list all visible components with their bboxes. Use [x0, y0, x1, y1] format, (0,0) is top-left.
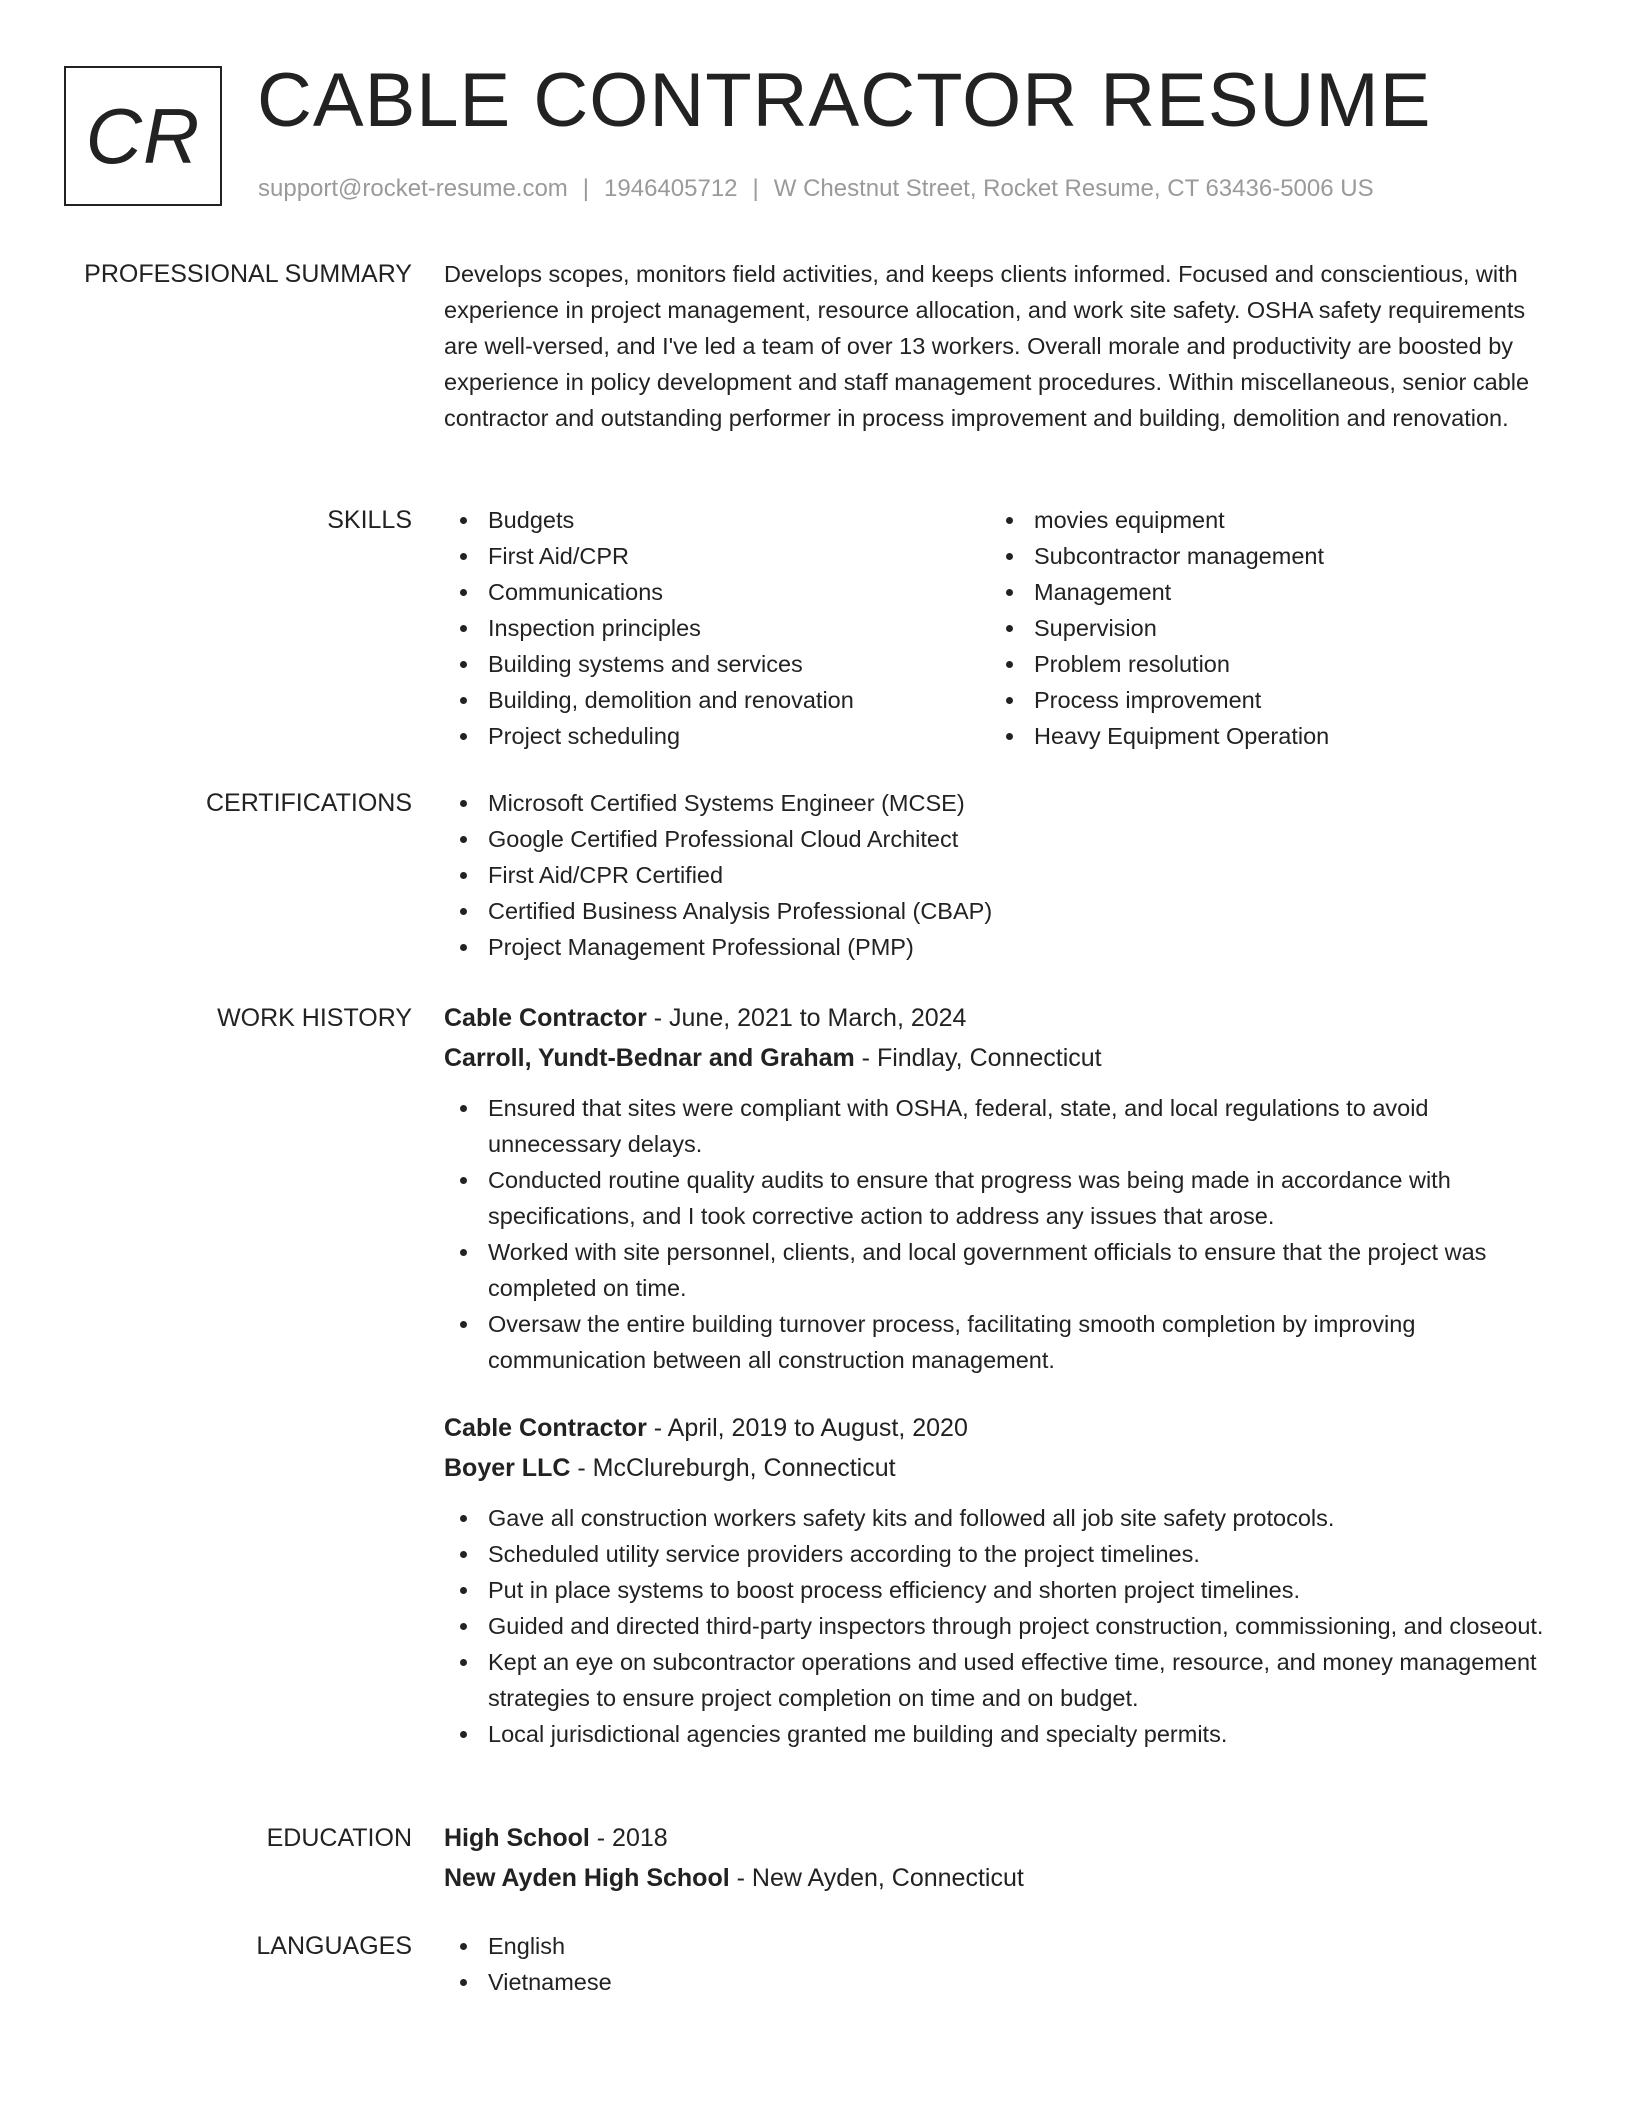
contact-phone: 1946405712 [604, 175, 738, 202]
language-item: English [444, 1928, 1564, 1964]
section-label-languages: LANGUAGES [256, 1932, 412, 1960]
section-label-skills: SKILLS [327, 506, 412, 534]
resume-title: CABLE CONTRACTOR RESUME [257, 58, 1432, 143]
job-dates: - June, 2021 to March, 2024 [646, 1004, 967, 1032]
job-company-line [444, 1038, 1564, 1078]
certification-item: Google Certified Professional Cloud Architect [444, 821, 1564, 857]
languages-list [444, 1928, 1564, 2000]
section-label-summary: PROFESSIONAL SUMMARY [84, 260, 412, 288]
skill-item: Supervision [990, 610, 1536, 646]
skills-list-right [990, 502, 1536, 754]
education-school-line [444, 1858, 1564, 1898]
education-content [444, 1818, 1564, 1898]
certification-item: Microsoft Certified Systems Engineer (MCSE) [444, 785, 1564, 821]
job-duty-item: Scheduled utility service providers according to the project timelines. [444, 1536, 1564, 1572]
skill-item: Process improvement [990, 682, 1536, 718]
skill-item: movies equipment [990, 502, 1536, 538]
certification-item: Certified Business Analysis Professional (CBAP) [444, 893, 1564, 929]
certification-item: First Aid/CPR Certified [444, 857, 1564, 893]
skill-item: Budgets [444, 502, 990, 538]
job-duties-list [444, 1090, 1564, 1378]
education-location: - New Ayden, Connecticut [729, 1864, 1024, 1892]
job-duty-item: Conducted routine quality audits to ensure that progress was being made in accordance with specifications, and I took corrective action to address any issues that arose. [444, 1162, 1564, 1234]
certifications-list [444, 785, 1564, 965]
job-location: - Findlay, Connecticut [854, 1044, 1102, 1072]
education-degree: High School [444, 1824, 590, 1852]
education-year: - 2018 [589, 1824, 668, 1852]
language-item: Vietnamese [444, 1964, 1564, 2000]
summary-text: Develops scopes, monitors field activities, and keeps clients informed. Focused and conscientious, with experience in project management, resource allocation, and work site safety. OSHA safety requirements are well-versed, and I've led a team of over 13 workers. Overall morale and productivity are boosted by experience in policy development and staff management procedures. Within miscellaneous, senior cable contractor and outstanding performer in process improvement and building, demolition and renovation. [444, 261, 1530, 431]
education-degree-line [444, 1818, 1564, 1858]
job-title: Cable Contractor [444, 1004, 647, 1032]
job-dates: - April, 2019 to August, 2020 [646, 1414, 968, 1442]
job-duty-item: Local jurisdictional agencies granted me building and specialty permits. [444, 1716, 1564, 1752]
contact-separator: | [752, 175, 759, 202]
job-duty-item: Guided and directed third-party inspectors through project construction, commissioning, and closeout. [444, 1608, 1564, 1644]
education-school: New Ayden High School [444, 1864, 730, 1892]
job-title-line [444, 998, 1564, 1038]
skill-item: First Aid/CPR [444, 538, 990, 574]
skill-item: Project scheduling [444, 718, 990, 754]
job-company-line [444, 1448, 1564, 1488]
skill-item: Management [990, 574, 1536, 610]
job-duty-item: Kept an eye on subcontractor operations and used effective time, resource, and money management strategies to ensure project completion on time and on budget. [444, 1644, 1564, 1716]
skill-item: Communications [444, 574, 990, 610]
job-entry [444, 998, 1564, 1378]
work-history-content [444, 998, 1564, 1752]
certifications-content [444, 785, 1564, 965]
job-duty-item: Worked with site personnel, clients, and local government officials to ensure that the project was completed on time. [444, 1234, 1564, 1306]
section-label-certifications: CERTIFICATIONS [205, 789, 412, 817]
job-location: - McClureburgh, Connecticut [570, 1454, 896, 1482]
summary-content [444, 256, 1564, 436]
contact-address: W Chestnut Street, Rocket Resume, CT 63436-5006 US [773, 175, 1374, 202]
skills-columns [444, 502, 1564, 754]
skill-item: Inspection principles [444, 610, 990, 646]
job-title: Cable Contractor [444, 1414, 647, 1442]
job-duty-item: Ensured that sites were compliant with OSHA, federal, state, and local regulations to avoid unnecessary delays. [444, 1090, 1564, 1162]
languages-content [444, 1928, 1564, 2000]
skill-item: Building, demolition and renovation [444, 682, 990, 718]
contact-line [258, 175, 1374, 203]
monogram-badge: CR [64, 66, 222, 206]
job-duties-list [444, 1500, 1564, 1752]
skill-item: Heavy Equipment Operation [990, 718, 1536, 754]
job-duty-item: Oversaw the entire building turnover process, facilitating smooth completion by improving communication between all construction management. [444, 1306, 1564, 1378]
job-entry [444, 1408, 1564, 1752]
skills-list-left [444, 502, 990, 754]
job-title-line [444, 1408, 1564, 1448]
section-label-education: EDUCATION [266, 1824, 412, 1852]
contact-separator: | [582, 175, 590, 202]
job-company: Boyer LLC [444, 1454, 571, 1482]
skill-item: Problem resolution [990, 646, 1536, 682]
skill-item: Building systems and services [444, 646, 990, 682]
skill-item: Subcontractor management [990, 538, 1536, 574]
certification-item: Project Management Professional (PMP) [444, 929, 1564, 965]
section-label-work-history: WORK HISTORY [217, 1004, 412, 1032]
job-duty-item: Put in place systems to boost process efficiency and shorten project timelines. [444, 1572, 1564, 1608]
job-duty-item: Gave all construction workers safety kits and followed all job site safety protocols. [444, 1500, 1564, 1536]
job-company: Carroll, Yundt-Bednar and Graham [444, 1044, 855, 1072]
contact-email: support@rocket-resume.com [258, 175, 568, 202]
